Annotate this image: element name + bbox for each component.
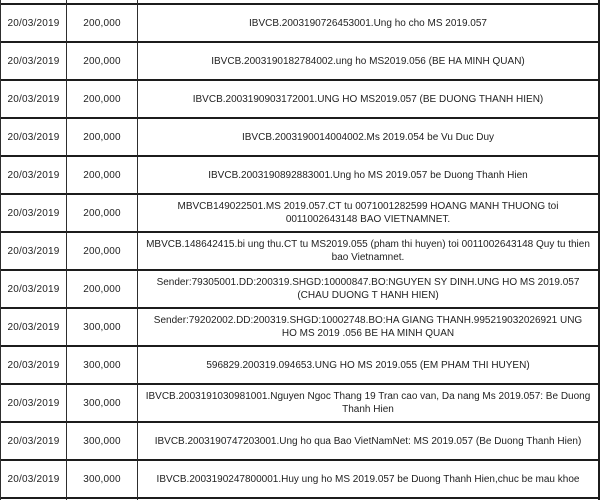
description-cell: IBVCB.2003190726453001.Ung ho cho MS 2019.057 <box>137 5 598 43</box>
description-cell: MBVCB.148642415.bi ung thu.CT tu MS2019.055 (pham thi huyen) toi 0011002643148 Quy tu thien bao Vietnamnet. <box>137 233 598 271</box>
date-cell: 20/03/2019 <box>1 119 66 157</box>
date-cell: 20/03/2019 <box>1 195 66 233</box>
date-cell: 20/03/2019 <box>1 461 66 499</box>
description-cell: Sender:79202002.DD:200319.SHGD:10002748.BO:HA GIANG THANH.995219032026921 UNG HO MS 2019 .056 BE HA MINH QUAN <box>137 309 598 347</box>
description-cell: IBVCB.2003190014004002.Ms 2019.054 be Vu Duc Duy <box>137 119 598 157</box>
amount-cell: 200,000 <box>66 157 137 195</box>
description-cell: IBVCB.2003191030981001.Nguyen Ngoc Thang 19 Tran cao van, Da nang Ms 2019.057: Be Duong Thanh Hien <box>137 385 598 423</box>
amount-cell: 300,000 <box>66 461 137 499</box>
amount-cell: 300,000 <box>66 423 137 461</box>
date-cell: 20/03/2019 <box>1 81 66 119</box>
description-cell: IBVCB.2003190747203001.Ung ho qua Bao VietNamNet: MS 2019.057 (Be Duong Thanh Hien) <box>137 423 598 461</box>
description-cell: IBVCB.2003190182784002.ung ho MS2019.056 (BE HA MINH QUAN) <box>137 43 598 81</box>
date-cell: 20/03/2019 <box>1 423 66 461</box>
amount-cell: 200,000 <box>66 5 137 43</box>
date-cell: 20/03/2019 <box>1 271 66 309</box>
amount-cell: 200,000 <box>66 81 137 119</box>
description-cell: IBVCB.2003190892883001.Ung ho MS 2019.057 be Duong Thanh Hien <box>137 157 598 195</box>
table-grid <box>1 0 598 499</box>
date-cell: 20/03/2019 <box>1 157 66 195</box>
amount-cell: 200,000 <box>66 271 137 309</box>
amount-cell: 300,000 <box>66 385 137 423</box>
description-cell: 596829.200319.094653.UNG HO MS 2019.055 (EM PHAM THI HUYEN) <box>137 347 598 385</box>
date-cell: 20/03/2019 <box>1 233 66 271</box>
amount-cell: 200,000 <box>66 233 137 271</box>
description-cell: IBVCB.2003190247800001.Huy ung ho MS 2019.057 be Duong Thanh Hien,chuc be mau khoe <box>137 461 598 499</box>
date-cell: 20/03/2019 <box>1 347 66 385</box>
date-cell: 20/03/2019 <box>1 5 66 43</box>
amount-cell: 300,000 <box>66 309 137 347</box>
amount-cell: 200,000 <box>66 43 137 81</box>
amount-cell: 300,000 <box>66 347 137 385</box>
description-cell: Sender:79305001.DD:200319.SHGD:10000847.BO:NGUYEN SY DINH.UNG HO MS 2019.057 (CHAU DUONG T HANH HIEN) <box>137 271 598 309</box>
date-cell: 20/03/2019 <box>1 43 66 81</box>
date-cell: 20/03/2019 <box>1 385 66 423</box>
description-cell: IBVCB.2003190903172001.UNG HO MS2019.057 (BE DUONG THANH HIEN) <box>137 81 598 119</box>
amount-cell: 200,000 <box>66 195 137 233</box>
amount-cell: 200,000 <box>66 119 137 157</box>
description-cell: MBVCB149022501.MS 2019.057.CT tu 0071001282599 HOANG MANH THUONG toi 0011002643148 BAO VIETNAMNET. <box>137 195 598 233</box>
date-cell: 20/03/2019 <box>1 309 66 347</box>
